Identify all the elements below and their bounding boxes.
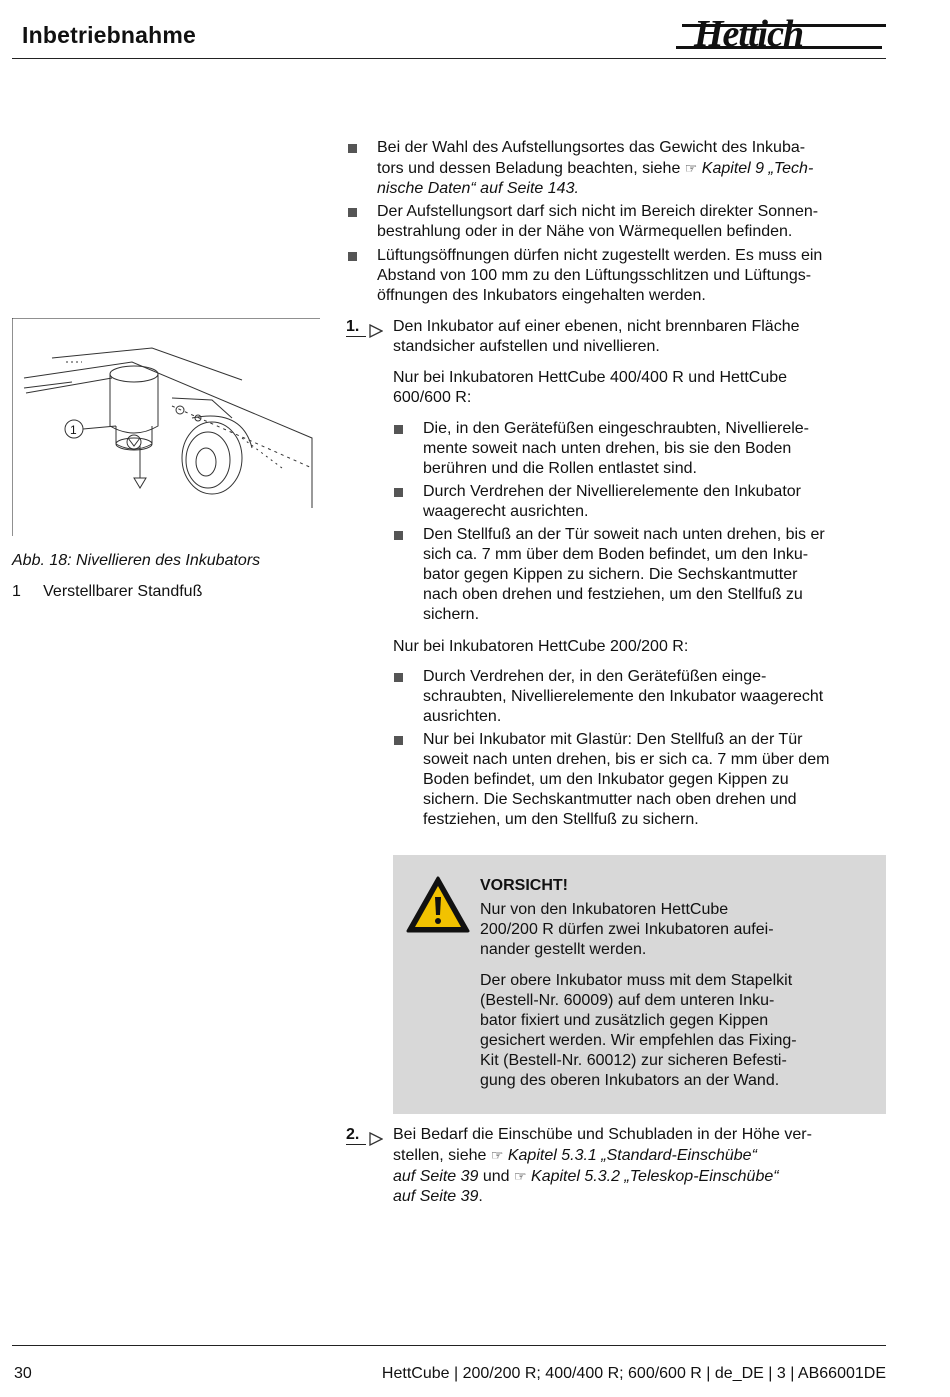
step-number: 2. <box>346 1126 360 1143</box>
warning-para-1: Nur von den Inkubatoren HettCube 200/200 R dürfen zwei Inkubatoren aufei- nander gestellt werden. <box>480 901 774 958</box>
figure-caption: Abb. 18: Nivellieren des Inkubators <box>12 552 261 569</box>
footer-rule <box>12 1345 886 1346</box>
step-underline <box>346 336 366 337</box>
link-kapitel-5-3-2[interactable]: Kapitel 5.3.2 „Teleskop-Einschübe“ <box>531 1168 779 1185</box>
figure-leveling-foot <box>12 318 320 536</box>
reference-hand-icon: ☞ <box>684 160 698 176</box>
page-title: Inbetriebnahme <box>22 22 197 48</box>
list-item: Durch Verdrehen der, in den Gerätefüßen einge- schraubten, Nivellierelemente den Inkubator waagerecht ausrichten. <box>423 668 824 725</box>
figure-callout: 1 <box>70 423 77 437</box>
step-underline <box>346 1144 366 1145</box>
link-kapitel-5-3-1[interactable]: Kapitel 5.3.1 „Standard-Einschübe“ <box>507 1147 757 1164</box>
figure-illustration <box>12 318 320 536</box>
link-kapitel-9[interactable]: Kapitel 9 „Tech- <box>701 160 814 177</box>
step-1-text: Den Inkubator auf einer ebenen, nicht brennbaren Fläche standsicher aufstellen und nivellieren. <box>393 318 800 355</box>
warning-box <box>393 855 886 1114</box>
arrow-step-icon <box>369 324 383 338</box>
square-bullet-icon <box>394 425 403 434</box>
warning-title: VORSICHT! <box>480 877 568 894</box>
reference-hand-icon: ☞ <box>514 1168 527 1184</box>
link-kapitel-9-cont[interactable]: nische Daten“ auf Seite 143. <box>377 180 579 197</box>
square-bullet-icon <box>394 531 403 540</box>
warning-triangle-icon <box>405 875 471 935</box>
list-item: Nur bei Inkubator mit Glastür: Den Stellfuß an der Tür soweit nach unten drehen, bis er sich ca. 7 mm über dem Boden befindet, um den Inkubator gegen Kippen zu sichern. Die Sechskantmutter nach oben drehen und festziehen, um den Stellfuß zu sichern. <box>423 731 830 828</box>
list-item: Durch Verdrehen der Nivellierelemente den Inkubator waagerecht ausrichten. <box>423 483 801 520</box>
link-kapitel-5-3-1-page[interactable]: auf Seite 39 <box>393 1168 479 1185</box>
list-item: Lüftungsöffnungen dürfen nicht zugestellt werden. Es muss ein Abstand von 100 mm zu den Lüftungsschlitzen und Lüftungs- öffnungen des Inkubators eingehalten werden. <box>377 247 823 304</box>
square-bullet-icon <box>394 488 403 497</box>
header-rule <box>12 58 886 59</box>
list-item: Der Aufstellungsort darf sich nicht im Bereich direkter Sonnen- bestrahlung oder in der Nähe von Wärmequellen befinden. <box>377 203 819 240</box>
hettich-logo <box>676 6 888 52</box>
figure-legend: 1 Verstellbarer Standfuß <box>12 583 203 600</box>
svg-text:Hettich: Hettich <box>694 13 804 52</box>
list-item: Die, in den Gerätefüßen eingeschraubten, Nivellierele- mente soweit nach unten drehen, bis sie den Boden berühren und die Rollen entlastet sind. <box>423 420 809 477</box>
arrow-step-icon <box>369 1132 383 1146</box>
square-bullet-icon <box>348 208 357 217</box>
step-1-sub2-intro: Nur bei Inkubatoren HettCube 200/200 R: <box>393 638 689 655</box>
step-2-text: Bei Bedarf die Einschübe und Schubladen in der Höhe ver- stellen, siehe ☞ Kapitel 5.3.1 „Standard-Einschübe“ auf Seite 39 und ☞ Kapitel 5.3.2 „Teleskop-Einschübe“ auf Seite 39. <box>393 1126 812 1205</box>
document-info: HettCube | 200/200 R; 400/400 R; 600/600 R | de_DE | 3 | AB66001DE <box>381 1365 886 1382</box>
warning-para-2: Der obere Inkubator muss mit dem Stapelkit (Bestell-Nr. 60009) auf dem unteren Inku- bator fixiert und zusätzlich gegen Kippen gesichert werden. Wir empfehlen das Fixing- Kit (Bestell-Nr. 60012) zur sicheren Befesti- gung des oberen Inkubators an der Wand. <box>480 972 797 1089</box>
link-kapitel-5-3-2-page[interactable]: auf Seite 39 <box>393 1188 479 1205</box>
square-bullet-icon <box>348 144 357 153</box>
step-number: 1. <box>346 318 360 335</box>
list-item: Bei der Wahl des Aufstellungsortes das Gewicht des Inkuba- tors und dessen Beladung beachten, siehe ☞ Kapitel 9 „Tech- nische Daten“ auf Seite 143. <box>377 139 814 197</box>
square-bullet-icon <box>394 673 403 682</box>
list-item: Den Stellfuß an der Tür soweit nach unten drehen, bis er sich ca. 7 mm über dem Boden befindet, um den Inku- bator gegen Kippen zu sichern. Die Sechskantmutter nach oben drehen und festziehen, um den Stellfuß zu sichern. <box>423 526 825 623</box>
square-bullet-icon <box>348 252 357 261</box>
step-1-sub1-intro: Nur bei Inkubatoren HettCube 400/400 R und HettCube 600/600 R: <box>393 369 788 406</box>
square-bullet-icon <box>394 736 403 745</box>
page-number: 30 <box>14 1365 32 1382</box>
reference-hand-icon: ☞ <box>490 1147 504 1163</box>
